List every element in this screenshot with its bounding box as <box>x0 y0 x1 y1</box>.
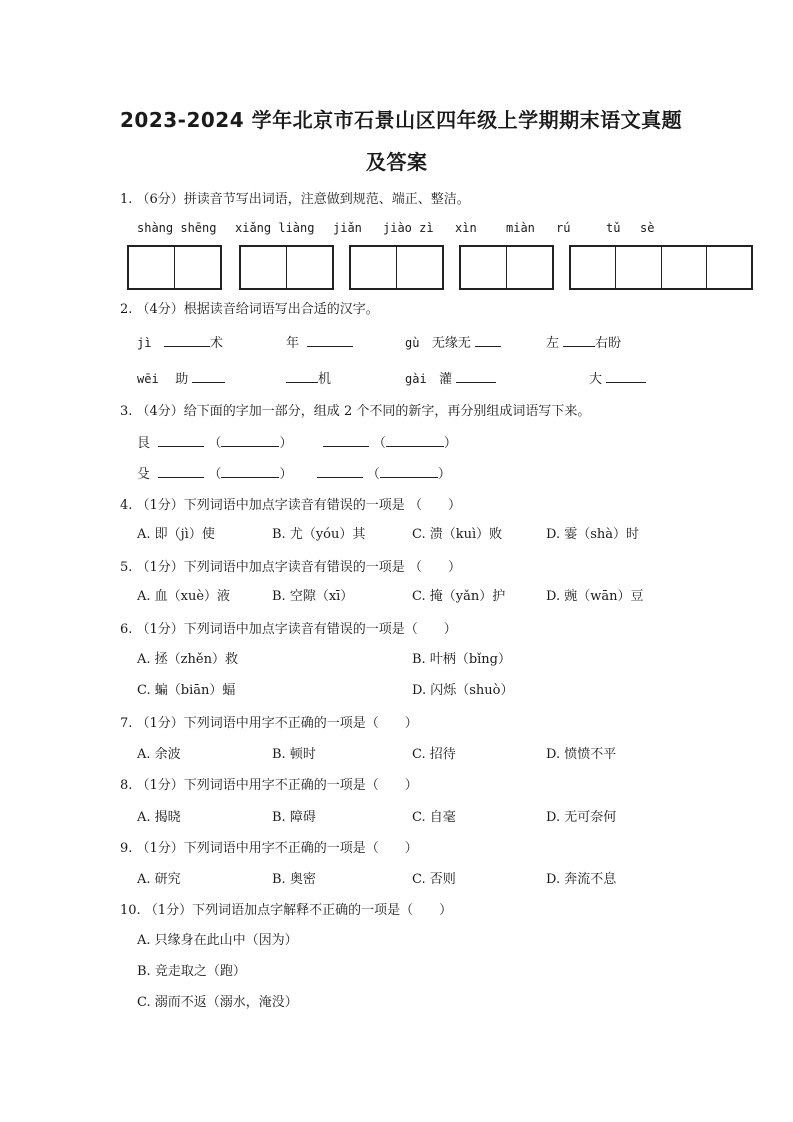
pinyin: gài <box>405 372 427 386</box>
q4-option-c[interactable]: C. 溃（kuì）败 <box>412 527 503 542</box>
writing-grid-2[interactable] <box>239 245 334 290</box>
word-part: 机 <box>318 372 332 387</box>
question-5-stem: 5. （1分）下列词语中加点字读音有错误的一项是 （ ） <box>120 560 461 575</box>
q1-pinyin-3: jiǎn <box>333 221 362 235</box>
question-10-stem: 10. （1分）下列词语加点字解释不正确的一项是（ ） <box>120 903 453 918</box>
q9-option-a[interactable]: A. 研究 <box>137 872 181 887</box>
fill-blank[interactable] <box>164 333 210 347</box>
question-4-stem: 4. （1分）下列词语中加点字读音有错误的一项是 （ ） <box>120 498 461 513</box>
paren: （ <box>366 467 380 482</box>
document-title-line2: 及答案 <box>366 150 428 174</box>
question-9-stem: 9. （1分）下列词语中用字不正确的一项是（ ） <box>120 841 418 856</box>
word-part: 灌 <box>439 372 453 387</box>
q6-option-b[interactable]: B. 叶柄（bǐng） <box>412 652 511 667</box>
q2-item-wei <box>137 368 225 387</box>
q8-option-c[interactable]: C. 自毫 <box>412 810 456 825</box>
q1-pinyin-7: rú <box>556 221 571 235</box>
word-part: 无缘无 <box>431 336 471 351</box>
q8-option-a[interactable]: A. 揭晓 <box>137 810 181 825</box>
fill-blank[interactable] <box>563 333 595 347</box>
base-char: 艮 <box>137 436 151 451</box>
q8-option-b[interactable]: B. 障碍 <box>272 810 316 825</box>
q1-pinyin-8: tǔ <box>606 221 621 235</box>
pinyin: wēi <box>137 372 159 386</box>
q2-item-zuo <box>546 332 621 351</box>
word-part: 助 <box>175 372 189 387</box>
fill-blank[interactable] <box>456 369 496 383</box>
fill-blank[interactable] <box>192 369 225 383</box>
q2-item-nian <box>286 332 353 351</box>
paren: ） <box>437 467 451 482</box>
q10-option-a[interactable]: A. 只缘身在此山中（因为） <box>137 933 298 948</box>
q1-pinyin-9: sè <box>640 221 655 235</box>
paren: （ <box>372 436 386 451</box>
q1-pinyin-4: jiào zì <box>383 221 434 235</box>
q2-item-gu <box>405 332 501 351</box>
q3-row-1 <box>137 432 457 451</box>
word-blank[interactable] <box>221 464 279 478</box>
question-6-stem: 6. （1分）下列词语中加点字读音有错误的一项是（ ） <box>120 622 457 637</box>
q5-option-d[interactable]: D. 豌（wān）豆 <box>546 589 644 604</box>
q6-option-c[interactable]: C. 蝙（biān）蝠 <box>137 683 236 698</box>
q2-item-ji <box>137 332 223 351</box>
q6-option-d[interactable]: D. 闪烁（shuò） <box>412 683 514 698</box>
paren: （ <box>208 436 222 451</box>
paren: （ <box>208 467 222 482</box>
new-char-blank[interactable] <box>317 464 363 478</box>
q9-option-b[interactable]: B. 奥密 <box>272 872 316 887</box>
q2-item-gai <box>405 368 496 387</box>
q5-option-b[interactable]: B. 空隙（xī） <box>272 589 354 604</box>
new-char-blank[interactable] <box>323 433 369 447</box>
word-blank[interactable] <box>380 464 438 478</box>
q3-row-2 <box>137 463 451 482</box>
q8-option-d[interactable]: D. 无可奈何 <box>546 810 617 825</box>
q4-option-b[interactable]: B. 尤（yóu）其 <box>272 527 366 542</box>
fill-blank[interactable] <box>606 369 646 383</box>
word-part: 年 <box>286 336 300 351</box>
paren: ） <box>443 436 457 451</box>
q2-item-ji2 <box>286 368 331 387</box>
q1-pinyin-5: xìn <box>455 221 477 235</box>
base-char: 殳 <box>137 467 151 482</box>
q1-pinyin-2: xiǎng liàng <box>235 221 315 235</box>
writing-grid-1[interactable] <box>127 245 222 290</box>
q7-option-b[interactable]: B. 顿时 <box>272 747 316 762</box>
q4-option-a[interactable]: A. 即（jì）使 <box>137 527 215 542</box>
question-8-stem: 8. （1分）下列词语中用字不正确的一项是（ ） <box>120 778 418 793</box>
new-char-blank[interactable] <box>158 433 204 447</box>
q1-pinyin-1: shàng shēng <box>137 221 217 235</box>
pinyin: jì <box>137 336 152 350</box>
fill-blank[interactable] <box>307 333 353 347</box>
word-blank[interactable] <box>221 433 279 447</box>
new-char-blank[interactable] <box>158 464 204 478</box>
q2-item-da <box>589 368 646 387</box>
fill-blank[interactable] <box>475 333 501 347</box>
question-3-stem: 3. （4分）给下面的字加一部分，组成 2 个不同的新字，再分别组成词语写下来。 <box>120 404 591 419</box>
q7-option-d[interactable]: D. 愤愤不平 <box>546 747 617 762</box>
q10-option-b[interactable]: B. 竞走取之（跑） <box>137 964 246 979</box>
pinyin: gù <box>405 336 420 350</box>
word-blank[interactable] <box>386 433 444 447</box>
q5-option-a[interactable]: A. 血（xuè）液 <box>137 589 231 604</box>
document-title-line1: 2023-2024 学年北京市石景山区四年级上学期期末语文真题 <box>120 108 683 132</box>
question-7-stem: 7. （1分）下列词语中用字不正确的一项是（ ） <box>120 716 418 731</box>
fill-blank[interactable] <box>286 369 318 383</box>
writing-grid-3[interactable] <box>349 245 444 290</box>
q1-pinyin-6: miàn <box>506 221 535 235</box>
q6-option-a[interactable]: A. 拯（zhěn）救 <box>137 652 238 667</box>
question-1-stem: 1. （6分）拼读音节写出词语，注意做到规范、端正、整洁。 <box>120 192 470 207</box>
q7-option-a[interactable]: A. 余波 <box>137 747 181 762</box>
word-part: 左 <box>546 336 560 351</box>
q4-option-d[interactable]: D. 霎（shà）时 <box>546 527 640 542</box>
q5-option-c[interactable]: C. 掩（yǎn）护 <box>412 589 506 604</box>
writing-grid-4[interactable] <box>459 245 554 290</box>
word-part: 大 <box>589 372 603 387</box>
q7-option-c[interactable]: C. 招待 <box>412 747 456 762</box>
writing-grid-5[interactable] <box>569 245 753 290</box>
paren: ） <box>279 467 293 482</box>
word-part: 术 <box>209 336 223 351</box>
word-part: 右盼 <box>595 336 622 351</box>
q10-option-c[interactable]: C. 溺而不返（溺水，淹没） <box>137 995 298 1010</box>
paren: ） <box>279 436 293 451</box>
q9-option-d[interactable]: D. 奔流不息 <box>546 872 617 887</box>
q9-option-c[interactable]: C. 否则 <box>412 872 456 887</box>
question-2-stem: 2. （4分）根据读音给词语写出合适的汉字。 <box>120 302 379 317</box>
